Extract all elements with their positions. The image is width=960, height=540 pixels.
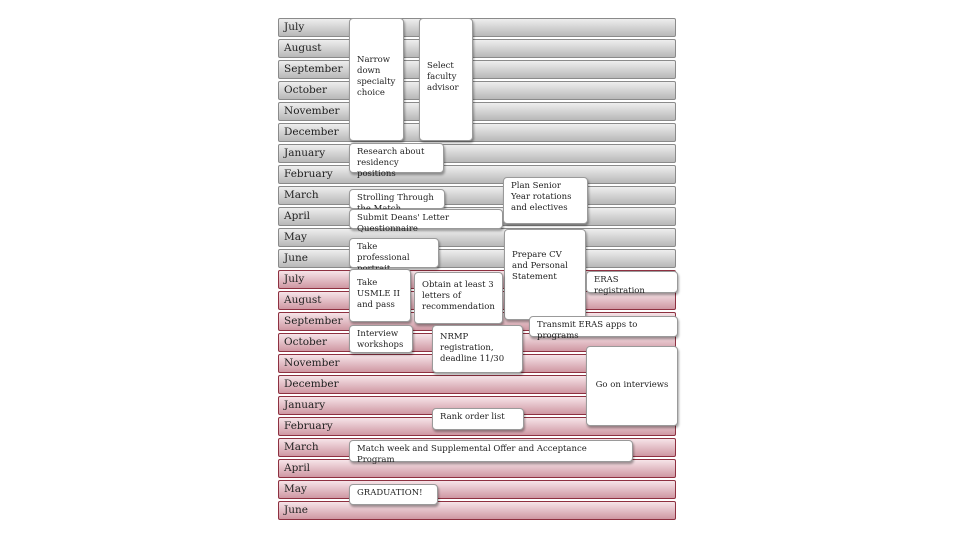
month-label: July: [284, 273, 305, 285]
task-research-residency: Research about residency positions: [349, 143, 444, 173]
task-transmit-eras: Transmit ERAS apps to programs: [529, 316, 678, 337]
month-label: January: [284, 147, 326, 159]
task-select-advisor: Select faculty advisor: [419, 18, 473, 141]
task-go-on-interviews: Go on interviews: [586, 346, 678, 426]
task-prepare-cv: Prepare CV and Personal Statement: [504, 229, 586, 320]
task-narrow-specialty: Narrow down specialty choice: [349, 18, 404, 141]
month-row-may-y1: [278, 228, 676, 247]
task-obtain-letters: Obtain at least 3 letters of recommendation: [414, 272, 503, 324]
task-match-week: Match week and Supplemental Offer and Acceptance Program: [349, 440, 633, 462]
task-take-usmle: Take USMLE II and pass: [349, 269, 411, 322]
month-label: June: [284, 504, 308, 516]
month-label: December: [284, 378, 339, 390]
month-label: June: [284, 252, 308, 264]
month-row-june-y2: [278, 501, 676, 520]
month-label: April: [284, 462, 311, 474]
month-label: January: [284, 399, 326, 411]
month-row-january-y1: [278, 144, 676, 163]
month-label: August: [284, 294, 322, 306]
task-rank-order-list: Rank order list: [432, 408, 524, 430]
month-label: May: [284, 483, 307, 495]
month-label: February: [284, 168, 333, 180]
task-graduation: GRADUATION!: [349, 484, 438, 505]
month-label: July: [284, 21, 305, 33]
month-label: November: [284, 357, 340, 369]
month-label: October: [284, 336, 327, 348]
task-eras-registration: ERAS registration: [586, 271, 678, 293]
month-label: March: [284, 189, 319, 201]
month-label: May: [284, 231, 307, 243]
task-take-portrait: Take professional: [349, 238, 439, 268]
month-row-september-y1: [278, 60, 676, 79]
task-submit-deans-letter: Submit Deans' Letter Questionnaire: [349, 209, 503, 229]
month-row-march-y1: [278, 186, 676, 205]
month-label: September: [284, 315, 343, 327]
task-plan-senior-year: Plan Senior Year rotations and electives: [503, 177, 588, 224]
month-row-november-y1: [278, 102, 676, 121]
month-label: October: [284, 84, 327, 96]
month-row-december-y1: [278, 123, 676, 142]
month-label: March: [284, 441, 319, 453]
month-label: February: [284, 420, 333, 432]
task-nrmp-registration: NRMP registration, deadline 11/30: [432, 325, 523, 373]
month-row-july-y1: [278, 18, 676, 37]
month-label: April: [284, 210, 311, 222]
month-row-october-y1: [278, 81, 676, 100]
month-row-june-y1: [278, 249, 676, 268]
month-label: September: [284, 63, 343, 75]
month-row-may-y2: [278, 480, 676, 499]
month-label: November: [284, 105, 340, 117]
month-row-august-y1: [278, 39, 676, 58]
month-label: August: [284, 42, 322, 54]
month-label: December: [284, 126, 339, 138]
month-row-february-y1: [278, 165, 676, 184]
task-strolling-match: Strolling Through: [349, 189, 445, 209]
task-interview-workshops: Interview workshops: [349, 325, 413, 353]
